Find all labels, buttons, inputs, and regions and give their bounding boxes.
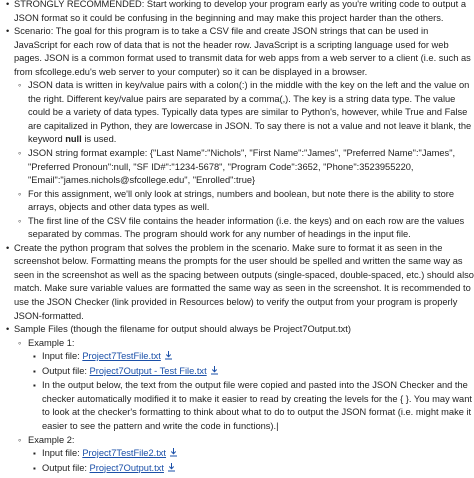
- examples-list: [14, 337, 474, 476]
- input-label: Input file:: [42, 448, 83, 459]
- scenario-text: Scenario: The goal for this program is to take a CSV file and create JSON strings that can be used in JavaScript for each row of data that is not the header row. JavaScript is a scripting language used for web pages. JSON is a common format used to transmit data for web apps from a web server to a client (i.e. such as from sfcollege.edu's web server to your computer) so it can be displayed in a browser.: [14, 26, 471, 77]
- download-icon[interactable]: [169, 447, 178, 462]
- download-icon[interactable]: [210, 365, 219, 380]
- example-1-note: [42, 379, 474, 433]
- assignment-note-text: For this assignment, we'll only look at strings, numbers and boolean, but note there is the ability to store arrays, objects and other data types as well.: [28, 188, 455, 213]
- output-file-link[interactable]: Project7Output.txt: [89, 462, 164, 473]
- sample-files-text: Sample Files (though the filename for output should always be Project7Output.txt): [14, 324, 351, 335]
- recommended-text: STRONGLY RECOMMENDED: Start working to develop your program early as you're writing code to output a JSON format so it could be confusing in the beginning and may make this project harder than the others.: [14, 0, 466, 23]
- example-2-files: [28, 447, 474, 476]
- input-label: Input file:: [42, 351, 83, 362]
- recommended-item: [14, 0, 474, 25]
- null-keyword: null: [65, 134, 82, 145]
- example-1-title: Example 1:: [28, 337, 75, 348]
- output-file-link[interactable]: Project7Output - Test File.txt: [89, 365, 207, 376]
- create-program-text: Create the python program that solves the problem in the scenario. Make sure to format it as seen in the screenshot below. Formatting means the prompts for the user should be spelled and written the same way as seen in the screenshot as well as the spacing between outputs (single-spaced, double-spaced, etc.) should also match. Make sure variable values are formatted the same way as seen in the screenshot. It is recommended to use the JSON Checker (link provided in Resources below) to verify the output from your program is properly JSON-formatted.: [14, 242, 474, 321]
- example-1-note-text: In the output below, the text from the output file were copied and pasted into the JSON Checker and the checker automatically modified it to make it easier to read by creating the levels for the { }. You may want to look at the checker's formatting to think about what to do to output the JSON format (i.e. might make it easier to see the pattern and write the code in functions).|: [42, 380, 472, 431]
- input-file-link[interactable]: Project7TestFile2.txt: [82, 448, 167, 459]
- download-icon[interactable]: [167, 462, 176, 477]
- download-icon[interactable]: [164, 350, 173, 365]
- create-program-item: [14, 242, 474, 323]
- example-1-input: [42, 350, 474, 365]
- input-file-link[interactable]: Project7TestFile.txt: [82, 351, 161, 362]
- json-keyvalue-item: [28, 79, 474, 147]
- scenario-sublist: [14, 79, 474, 242]
- json-keyvalue-end: is used.: [81, 134, 117, 145]
- scenario-item: [14, 25, 474, 242]
- csv-header-item: [28, 215, 474, 242]
- output-label: Output file:: [42, 365, 90, 376]
- assignment-note-item: [28, 188, 474, 215]
- example-2: [28, 434, 474, 477]
- example-1-files: [28, 350, 474, 433]
- json-example-text: JSON string format example: {"Last Name":"Nichols", "First Name":"James", "Preferred Name":"James", "Preferred Pronoun":null, "SF ID#":"1234-5678", "Program Code":3652, "Phone":3523955220, "Email":"james.nichols@sfcollege.edu", "Enrolled":true}: [28, 148, 456, 186]
- example-2-output: [42, 462, 474, 477]
- sample-files-item: [14, 323, 474, 476]
- csv-header-text: The first line of the CSV file contains the header information (i.e. the keys) and on each row are the values separated by commas. The program should work for any number of headings in the input file.: [28, 215, 465, 240]
- json-keyvalue-text: JSON data is written in key/value pairs with a colon(:) in the middle with the key on the left and the value on the right. Different key/value pairs are separated by a comma(,). The key is a string data type. The value could be a variety of data types. Typically data types are similar to Python's, however, while True and False are capitalized in Python, they are lowercase in JSON. To say there is not a value and not leave it blank, the keyword: [28, 80, 472, 145]
- example-1: [28, 337, 474, 434]
- example-2-input: [42, 447, 474, 462]
- example-2-title: Example 2:: [28, 434, 75, 445]
- output-label: Output file:: [42, 462, 90, 473]
- json-example-item: [28, 147, 474, 188]
- example-1-output: [42, 365, 474, 380]
